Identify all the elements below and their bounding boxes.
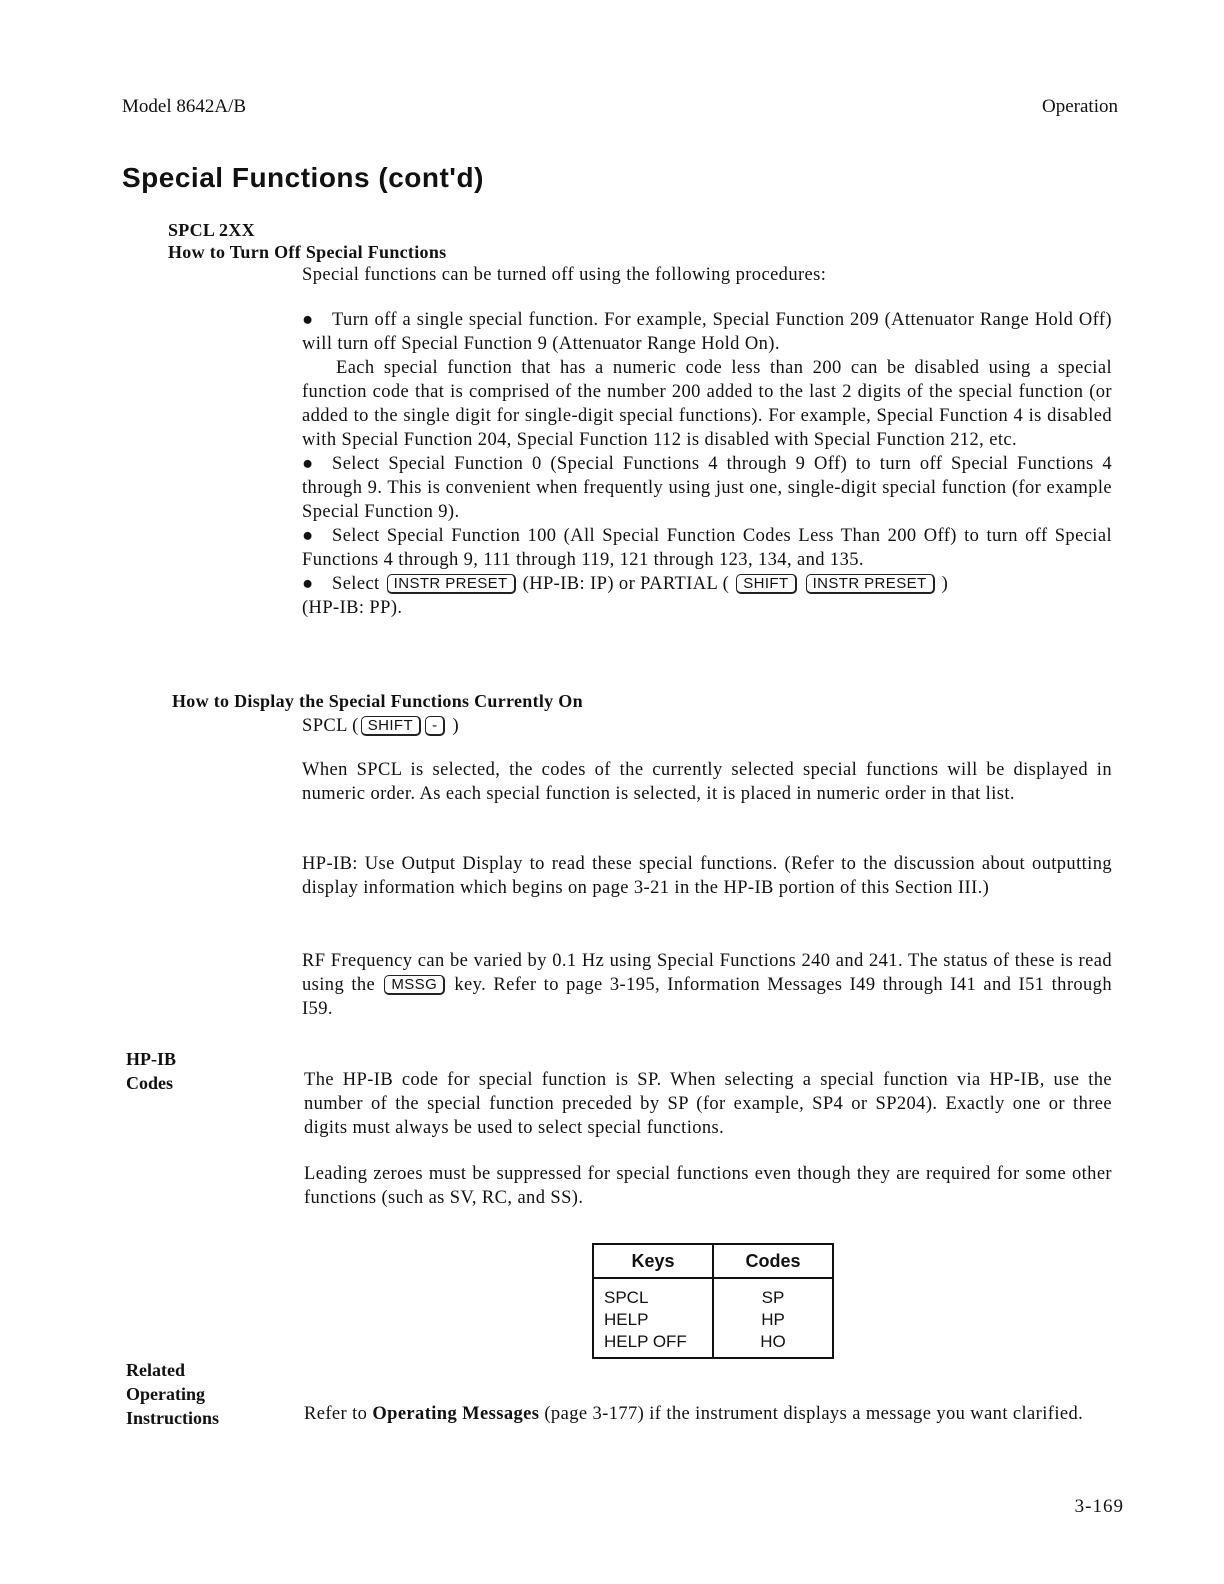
hpib-paragraph-1: The HP-IB code for special function is SP. When selecting a special function via HP-IB, use the number of the special function preceded by SP (for example, SP4 or SP204). Exactly one or three digits must always be used to select special functions. (304, 1070, 1112, 1138)
spcl-2xx-heading: SPCL 2XX (168, 220, 255, 240)
table-cell-key: SPCL (593, 1278, 713, 1309)
bullet-1-continuation: Each special function that has a numeric code less than 200 can be disabled using a special function code that is comprised of the number 200 added to the last 2 digits of the special function (or added to the single digit for single-digit special functions). For example, Special Function 4 is disabled with Special Function 204, Special Function 112 is disabled with Special Function 212, etc. (302, 358, 1112, 450)
related-label (126, 1358, 219, 1430)
table-cell-key: HELP OFF (593, 1331, 713, 1358)
spcl-suffix: ) (452, 716, 460, 736)
bullet-4-close: ) (941, 574, 949, 594)
display-paragraph-3 (302, 949, 1112, 1021)
related-text-b: (page 3-177) if the instrument displays a message you want clarified. (544, 1404, 1084, 1424)
table-header-keys: Keys (593, 1244, 713, 1278)
bullet-2-text: Select Special Function 0 (Special Functions 4 through 9 Off) to turn off Special Functions 4 through 9. This is convenient when frequently using just one, single-digit special function (for example Special Function 9). (302, 454, 1112, 522)
hpib-paragraph-2: Leading zeroes must be suppressed for special functions even though they are required for some other functions (such as SV, RC, and SS). (304, 1164, 1112, 1208)
spcl-prefix: SPCL ( (302, 716, 359, 736)
bullet-icon: ● (302, 454, 314, 474)
minus-key: - (425, 716, 445, 736)
table-row (593, 1278, 833, 1309)
operating-messages-ref: Operating Messages (372, 1404, 540, 1424)
bullet-icon: ● (302, 310, 314, 330)
hpib-label-line1: HP-IB (126, 1049, 177, 1069)
turn-off-heading: How to Turn Off Special Functions (168, 242, 447, 262)
bullet-item-4 (302, 572, 1112, 620)
display-paragraph-2: HP-IB: Use Output Display to read these special functions. (Refer to the discussion about outputting display information which begins on page 3-21 in the HP-IB portion of this Section III.) (302, 854, 1112, 898)
table-cell-code: HO (713, 1331, 833, 1358)
related-label-line3: Instructions (126, 1408, 220, 1428)
bullet-4-mid: (HP-IB: IP) or PARTIAL ( (522, 574, 730, 594)
page-title: Special Functions (cont'd) (122, 162, 484, 193)
mssg-key: MSSG (384, 975, 445, 995)
codes-table (592, 1243, 834, 1359)
display-paragraph-1: When SPCL is selected, the codes of the currently selected special functions will be displayed in numeric order. As each special function is selected, it is placed in numeric order in that list. (302, 760, 1112, 804)
bullet-icon: ● (302, 526, 314, 546)
shift-key: SHIFT (736, 574, 796, 594)
bullet-4-select: Select (332, 574, 380, 594)
header-section: Operation (1042, 96, 1118, 117)
table-header-codes: Codes (713, 1244, 833, 1278)
display-heading: How to Display the Special Functions Currently On (172, 691, 583, 711)
related-label-line2: Operating (126, 1384, 205, 1404)
codes-table-wrapper (592, 1243, 834, 1359)
turn-off-intro: Special functions can be turned off using the following procedures: (302, 265, 827, 285)
bullet-item-2 (302, 452, 1112, 524)
related-label-line1: Related (126, 1360, 185, 1380)
table-row (593, 1331, 833, 1358)
display-p3-text-b: key. Refer to page 3-195, Information Messages I49 through I41 and I51 through I59. (302, 975, 1112, 1019)
table-row (593, 1309, 833, 1331)
table-cell-code: SP (713, 1278, 833, 1309)
shift-key: SHIFT (361, 716, 421, 736)
table-header-row (593, 1244, 833, 1278)
bullet-4-hpib: (HP-IB: PP). (302, 598, 403, 618)
instr-preset-key: INSTR PRESET (387, 574, 516, 594)
header-model: Model 8642A/B (122, 96, 247, 117)
turn-off-bullets (302, 308, 1112, 620)
page-number: 3-169 (1074, 1496, 1124, 1517)
table-cell-key: HELP (593, 1309, 713, 1331)
display-p3-text-a: RF Frequency can be varied by 0.1 Hz using Special Functions 240 and 241. The status of these is read using the (302, 951, 1112, 995)
bullet-3-text: Select Special Function 100 (All Special Function Codes Less Than 200 Off) to turn off Special Functions 4 through 9, 111 through 119, 121 through 123, 134, and 135. (302, 526, 1112, 570)
bullet-1-text: Turn off a single special function. For example, Special Function 209 (Attenuator Range Hold Off) will turn off Special Function 9 (Attenuator Range Hold On). (302, 310, 1112, 354)
bullet-item-3 (302, 524, 1112, 572)
hpib-codes-label (126, 1047, 176, 1095)
instr-preset-key: INSTR PRESET (806, 574, 935, 594)
table-cell-code: HP (713, 1309, 833, 1331)
spcl-key-sequence (302, 714, 459, 738)
bullet-item-1 (302, 308, 1112, 356)
related-text (304, 1402, 1084, 1426)
hpib-label-line2: Codes (126, 1073, 174, 1093)
bullet-icon: ● (302, 574, 314, 594)
related-text-a: Refer to (304, 1404, 368, 1424)
